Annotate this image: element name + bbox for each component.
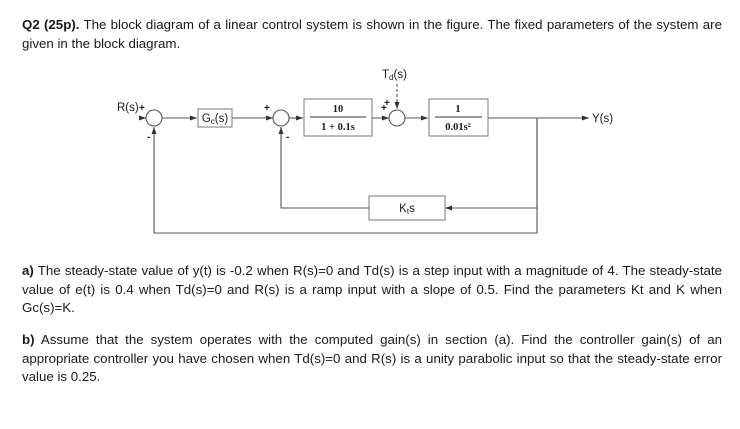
wire-inner-feedback-return <box>281 127 369 208</box>
part-a <box>22 262 722 318</box>
question-header <box>22 16 722 53</box>
plant1-numerator: 10 <box>332 104 344 115</box>
sum3-plus-top-sign: + <box>384 98 390 109</box>
output-label: Y(s) <box>592 113 614 125</box>
part-a-text: The steady-state value of y(t) is -0.2 when R(s)=0 and Td(s) is a step input with a magnitude of 4. The steady-state value of e(t) is 0.4 when Td(s)=0 and R(s) is a ramp input with a slope of 0.5. Find the parameters Kt and K when Gc(s)=K. <box>22 263 722 315</box>
sum2-plus-sign: + <box>264 103 270 114</box>
plant2-numerator: 1 <box>455 104 461 115</box>
sum1-minus-sign: - <box>147 132 151 143</box>
plant1-denominator: 1 + 0.1s <box>321 122 355 133</box>
controller-label: Gc(s) <box>201 113 229 126</box>
part-b-text: Assume that the system operates with the computed gain(s) in section (a). Find the controller gain(s) of an appropriate controller you have chosen when Td(s)=0 and R(s) is a unity parabolic input so that the steady-state error value is 0.25. <box>22 332 722 384</box>
question-label: Q2 (25p). <box>22 17 80 32</box>
feedback-gain-label: Kts <box>399 203 415 216</box>
part-a-label: a) <box>22 263 34 278</box>
summing-junction-3 <box>389 110 405 126</box>
summing-junction-2 <box>273 110 289 126</box>
plant2-denominator: 0.01s² <box>445 122 471 133</box>
sum1-plus-sign: + <box>139 103 145 114</box>
sum2-minus-sign: - <box>286 132 290 143</box>
sum3-plus-left-sign: + <box>381 103 387 114</box>
disturbance-label: Td(s) <box>382 69 407 82</box>
input-label: R(s) <box>117 102 139 114</box>
summing-junction-1 <box>146 110 162 126</box>
part-b-label: b) <box>22 332 35 347</box>
block-diagram <box>0 60 740 260</box>
question-intro-text: The block diagram of a linear control system is shown in the figure. The fixed parameters of the system are given in the block diagram. <box>22 17 722 51</box>
part-b <box>22 331 722 387</box>
